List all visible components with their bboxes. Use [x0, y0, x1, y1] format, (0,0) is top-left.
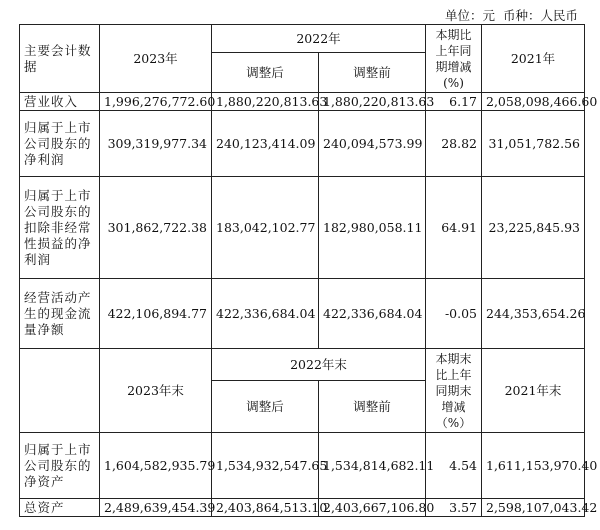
header-2021-end: 2021年末 [482, 349, 585, 433]
value-2023: 1,996,276,772.60 [100, 93, 212, 111]
unit-label: 单位：元 [444, 8, 495, 23]
header-2022: 2022年 [212, 25, 426, 53]
value-2023: 2,489,639,454.39 [100, 499, 212, 517]
value-change: 3.57 [426, 499, 482, 517]
header-adjusted-before: 调整前 [319, 53, 426, 93]
header-main-data: 主要会计数据 [20, 25, 100, 93]
value-2022-after: 183,042,102.77 [212, 177, 319, 279]
value-change: 28.82 [426, 111, 482, 177]
header-2021: 2021年 [482, 25, 585, 93]
value-2021: 1,611,153,970.40 [482, 433, 585, 499]
value-2023: 422,106,894.77 [100, 279, 212, 349]
row-label: 归属于上市公司股东的扣除非经常性损益的净利润 [20, 177, 100, 279]
header-2023-end: 2023年末 [100, 349, 212, 433]
row-label: 经营活动产生的现金流量净额 [20, 279, 100, 349]
value-2022-after: 1,534,932,547.65 [212, 433, 319, 499]
value-2023: 309,319,977.34 [100, 111, 212, 177]
value-change: 6.17 [426, 93, 482, 111]
value-2023: 1,604,582,935.79 [100, 433, 212, 499]
row-label: 总资产 [20, 499, 100, 517]
value-2021: 244,353,654.26 [482, 279, 585, 349]
value-2021: 23,225,845.93 [482, 177, 585, 279]
value-2022-before: 182,980,058.11 [319, 177, 426, 279]
header-adjusted-after: 调整后 [212, 381, 319, 433]
table-row [20, 433, 585, 499]
value-2022-after: 2,403,864,513.10 [212, 499, 319, 517]
value-2021: 2,058,098,466.60 [482, 93, 585, 111]
header-change: 本期比上年同期增减(%) [426, 25, 482, 93]
header-row-1 [20, 25, 585, 53]
value-change: 4.54 [426, 433, 482, 499]
value-2021: 2,598,107,043.42 [482, 499, 585, 517]
header-adjusted-before: 调整前 [319, 381, 426, 433]
value-2022-after: 1,880,220,813.63 [212, 93, 319, 111]
unit-line [441, 6, 578, 24]
header-row-3 [20, 349, 585, 381]
header-2022-end: 2022年末 [212, 349, 426, 381]
table-row [20, 499, 585, 517]
table-row [20, 279, 585, 349]
value-2022-before: 1,880,220,813.63 [319, 93, 426, 111]
header-empty-cell [20, 349, 100, 433]
header-adjusted-after: 调整后 [212, 53, 319, 93]
table-row [20, 93, 585, 111]
value-2022-after: 422,336,684.04 [212, 279, 319, 349]
table-row [20, 111, 585, 177]
table-row [20, 177, 585, 279]
financial-data-table [19, 24, 598, 517]
row-label: 归属于上市公司股东的净资产 [20, 433, 100, 499]
value-2022-before: 240,094,573.99 [319, 111, 426, 177]
row-label: 归属于上市公司股东的净利润 [20, 111, 100, 177]
value-2022-after: 240,123,414.09 [212, 111, 319, 177]
value-2023: 301,862,722.38 [100, 177, 212, 279]
header-change-end: 本期末比上年同期末增减（%） [426, 349, 482, 433]
value-2022-before: 1,534,814,682.11 [319, 433, 426, 499]
value-2022-before: 2,403,667,106.80 [319, 499, 426, 517]
value-change: 64.91 [426, 177, 482, 279]
value-2021: 31,051,782.56 [482, 111, 585, 177]
value-2022-before: 422,336,684.04 [319, 279, 426, 349]
value-change: -0.05 [426, 279, 482, 349]
header-2023: 2023年 [100, 25, 212, 93]
currency-label: 币种：人民币 [502, 8, 578, 23]
row-label: 营业收入 [20, 93, 100, 111]
